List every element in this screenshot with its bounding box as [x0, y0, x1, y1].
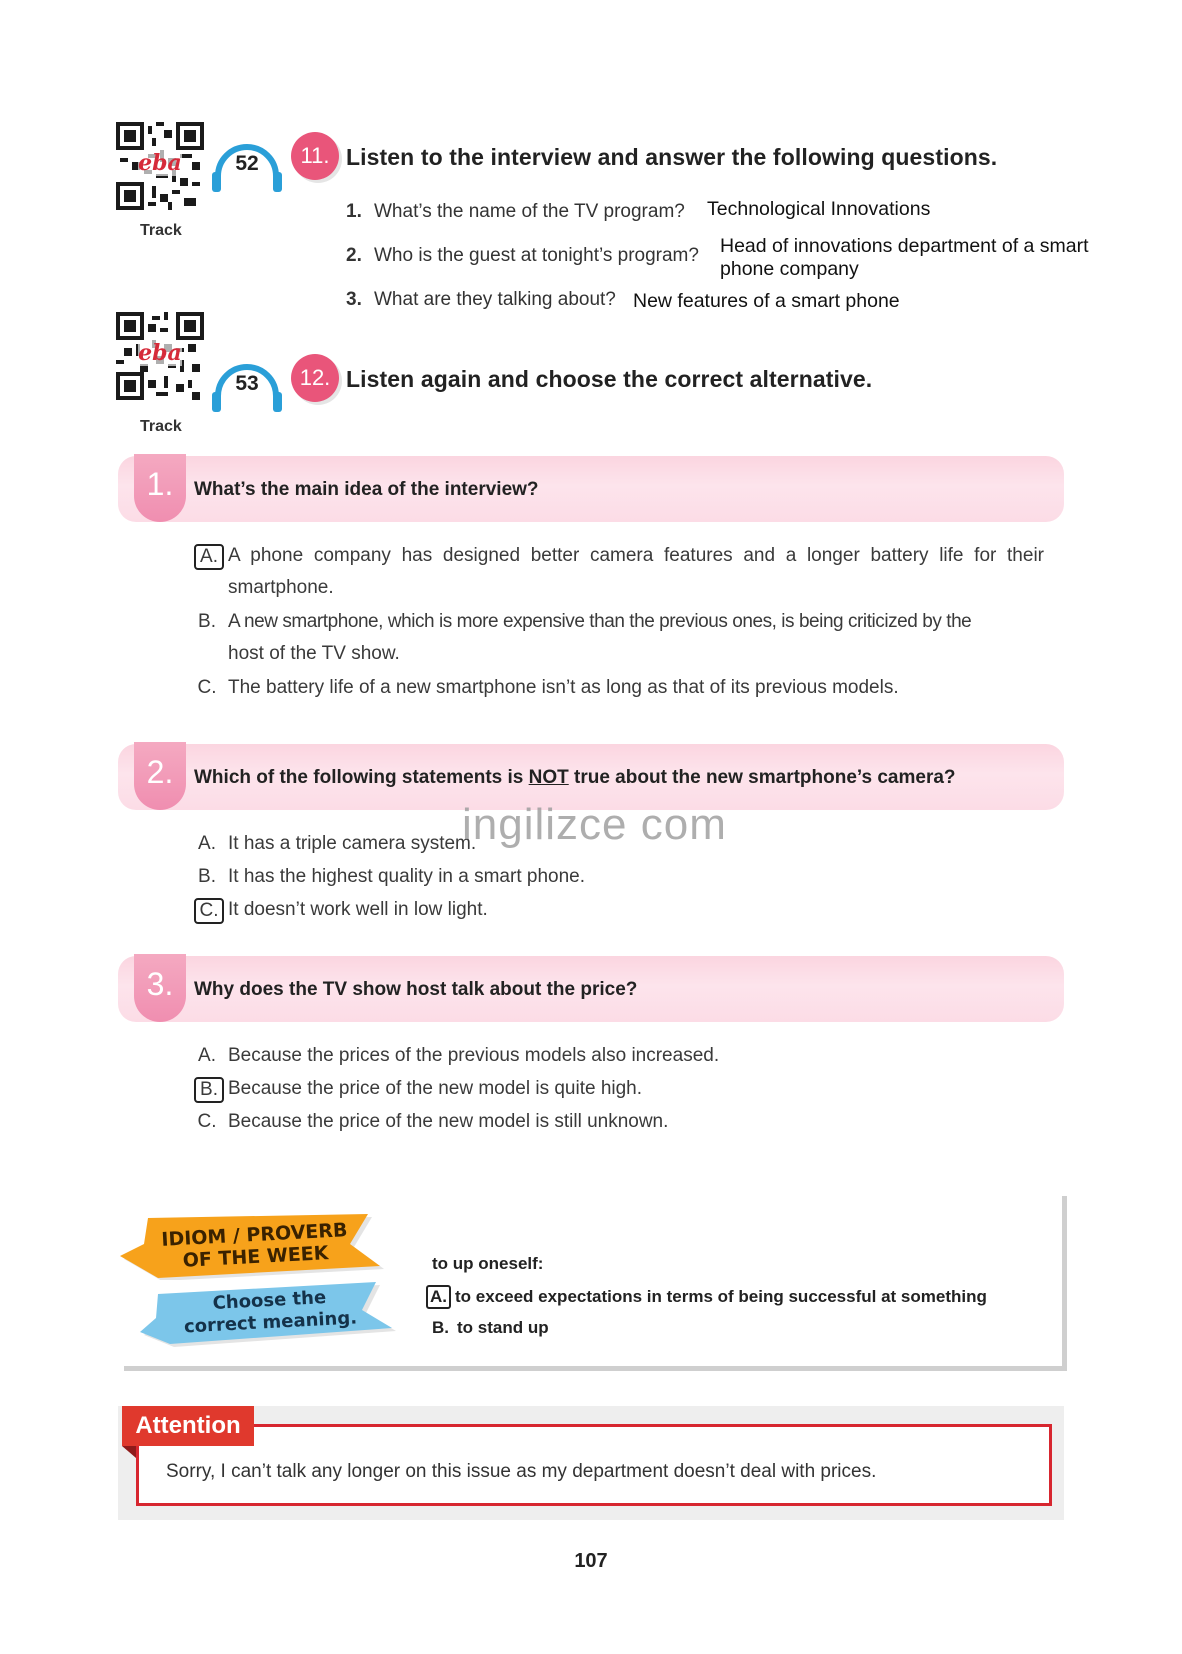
option-text: Because the prices of the previous models also increased. [228, 1045, 720, 1066]
option-letter: A. [198, 833, 216, 854]
option-b[interactable] [194, 1073, 1054, 1105]
option-text: A new smartphone, which is more expensive than the previous ones, is being criticized by the [228, 611, 972, 632]
idiom-phrase: to up oneself: [432, 1254, 544, 1273]
option-letter: C. [197, 677, 217, 698]
idiom-option-a[interactable] [426, 1285, 987, 1309]
answer-line: phone company [720, 258, 859, 280]
option-letter: B. [198, 611, 216, 632]
qr-code-track-53[interactable] [116, 312, 204, 400]
question-text: Why does the TV show host talk about the price? [194, 979, 638, 1000]
question-2 [346, 245, 699, 267]
attention-tab-fold [122, 1446, 136, 1458]
watermark: ingilizce com [462, 800, 727, 849]
ribbon-line: IDIOM / PROVERB [160, 1219, 348, 1251]
option-text: A phone company has designed better camera features and a longer battery life for their [228, 545, 1044, 566]
question-text-part: Which of the following statements is [194, 767, 529, 788]
option-text-continued: smartphone. [228, 577, 334, 598]
option-text: to stand up [457, 1318, 549, 1337]
question-number: 3. [346, 289, 362, 310]
page-number: 107 [574, 1550, 608, 1572]
option-text: It has the highest quality in a smart phone. [228, 866, 585, 887]
track-label: Track [140, 418, 182, 435]
question-number: 2. [134, 742, 186, 810]
option-a[interactable] [194, 1040, 1054, 1072]
option-text: It has a triple camera system. [228, 833, 477, 854]
question-1 [346, 201, 685, 223]
track-number: 52 [235, 152, 259, 175]
question-text [194, 767, 956, 789]
option-letter-selected: B. [194, 1077, 224, 1103]
track-number: 53 [235, 372, 259, 395]
option-b[interactable] [194, 606, 1054, 670]
option-letter-selected: C. [194, 898, 224, 924]
option-letter-selected: A. [194, 544, 224, 570]
idiom-option-b[interactable] [432, 1318, 549, 1338]
ribbon-line: OF THE WEEK [182, 1242, 329, 1272]
option-text: It doesn’t work well in low light. [228, 899, 488, 920]
question-emphasis: NOT [528, 767, 569, 788]
option-letter: B. [198, 866, 216, 887]
track-label: Track [140, 222, 182, 239]
option-b[interactable] [194, 861, 1054, 893]
question-number: 1. [346, 201, 362, 222]
exercise-title: Listen to the interview and answer the following questions. [346, 144, 998, 170]
answer-line: Head of innovations department of a smart [720, 235, 1089, 257]
exercise-number-badge: 11. [291, 132, 339, 180]
ribbon-line: correct meaning. [183, 1307, 358, 1338]
option-a[interactable] [194, 540, 1054, 604]
question-banner [118, 956, 1064, 1022]
answer-1: Technological Innovations [707, 198, 931, 220]
eba-logo: eba [138, 150, 182, 176]
option-c[interactable] [194, 1106, 1054, 1138]
question-3 [346, 289, 616, 311]
option-text: Because the price of the new model is quite high. [228, 1078, 643, 1099]
option-c[interactable] [194, 894, 1054, 926]
question-text-part: true about the new smartphone’s camera? [568, 767, 956, 788]
option-letter-selected: A. [426, 1285, 451, 1309]
option-text-continued: host of the TV show. [228, 643, 400, 664]
option-text: The battery life of a new smartphone isn’t as long as that of its previous models. [228, 677, 899, 698]
answer-3: New features of a smart phone [633, 290, 900, 312]
question-banner [118, 456, 1064, 522]
question-number: 3. [134, 954, 186, 1022]
qr-code-track-52[interactable] [116, 122, 204, 210]
option-letter: C. [197, 1111, 217, 1132]
question-text: What’s the name of the TV program? [374, 201, 685, 222]
question-text: Who is the guest at tonight’s program? [374, 245, 699, 266]
option-text: Because the price of the new model is still unknown. [228, 1111, 669, 1132]
attention-text: Sorry, I can’t talk any longer on this issue as my department doesn’t deal with prices. [166, 1461, 877, 1482]
option-letter: A. [198, 1045, 216, 1066]
question-text: What are they talking about? [374, 289, 616, 310]
ribbon-line: Choose the [212, 1287, 327, 1314]
option-c[interactable] [194, 672, 1054, 704]
question-number: 2. [346, 245, 362, 266]
option-text: to exceed expectations in terms of being successful at something [455, 1287, 987, 1306]
question-number: 1. [134, 454, 186, 522]
attention-label: Attention [122, 1406, 254, 1446]
option-letter: B. [432, 1318, 449, 1337]
question-text: What’s the main idea of the interview? [194, 479, 539, 500]
exercise-number-badge: 12. [291, 354, 339, 402]
eba-logo: eba [138, 340, 182, 366]
answer-2 [720, 235, 1089, 281]
exercise-title: Listen again and choose the correct alternative. [346, 366, 873, 392]
